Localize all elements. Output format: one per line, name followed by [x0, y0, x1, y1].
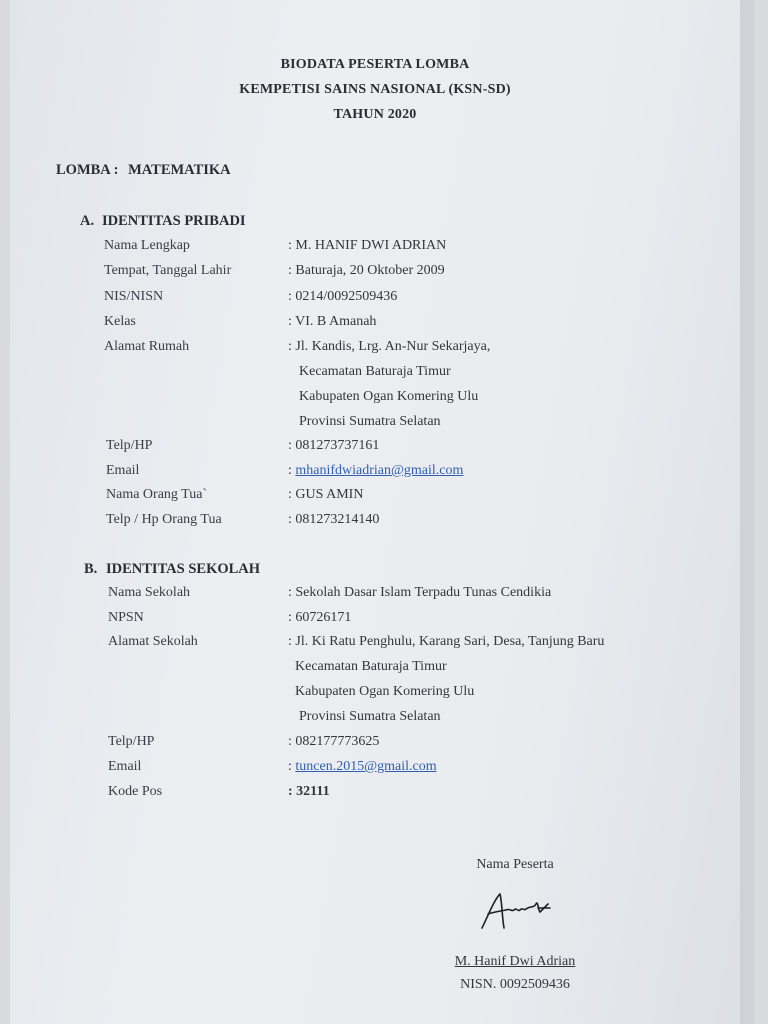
- section-b-heading: [84, 561, 260, 578]
- field-label-telp-sekolah: Telp/HP: [108, 734, 155, 749]
- field-label-orang-tua: Nama Orang Tua`: [106, 487, 208, 502]
- field-value-orang-tua: : GUS AMIN: [288, 487, 364, 502]
- field-value-alamat-rumah-line2: Kecamatan Baturaja Timur: [299, 364, 451, 379]
- email-sekolah-prefix: :: [288, 759, 296, 774]
- doc-title-line3: TAHUN 2020: [333, 107, 417, 122]
- lomba-line: [56, 162, 231, 179]
- signature-name: M. Hanif Dwi Adrian: [454, 954, 576, 969]
- field-label-nama-sekolah: Nama Sekolah: [108, 585, 191, 600]
- field-label-alamat-sekolah: Alamat Sekolah: [108, 634, 198, 649]
- paper-edge: [740, 0, 754, 1024]
- field-label-telp-orang-tua: Telp / Hp Orang Tua: [106, 512, 222, 527]
- section-a-heading: [80, 213, 246, 230]
- field-label-email-sekolah: Email: [108, 759, 142, 774]
- field-label-npsn: NPSN: [108, 610, 144, 625]
- field-label-kode-pos: Kode Pos: [108, 784, 163, 799]
- section-a-letter: A.: [80, 213, 95, 229]
- handwritten-signature: [476, 888, 566, 936]
- field-value-telp-orang-tua: : 081273214140: [288, 512, 380, 527]
- field-label-kelas: Kelas: [104, 314, 136, 329]
- field-value-alamat-rumah-line3: Kabupaten Ogan Komering Ulu: [299, 389, 479, 404]
- document-page: [10, 0, 754, 1024]
- doc-title-line1: BIODATA PESERTA LOMBA: [280, 57, 470, 72]
- field-label-alamat-rumah: Alamat Rumah: [104, 339, 190, 354]
- doc-title-line2: KEMPETISI SAINS NASIONAL (KSN-SD): [239, 82, 511, 97]
- email-prefix: :: [288, 463, 296, 478]
- lomba-label: LOMBA :: [56, 162, 119, 178]
- field-value-nama-lengkap: : M. HANIF DWI ADRIAN: [288, 238, 447, 253]
- section-b-title: IDENTITAS SEKOLAH: [106, 561, 261, 577]
- field-label-nama-lengkap: Nama Lengkap: [104, 238, 190, 253]
- field-value-alamat-sekolah-line3: Kabupaten Ogan Komering Ulu: [295, 684, 475, 699]
- field-label-nis: NIS/NISN: [104, 289, 164, 304]
- email-link[interactable]: mhanifdwiadrian@gmail.com: [295, 463, 464, 478]
- signature-nisn: NISN. 0092509436: [460, 977, 570, 992]
- field-value-telp: : 081273737161: [288, 438, 380, 453]
- field-value-ttl: : Baturaja, 20 Oktober 2009: [288, 263, 445, 278]
- field-value-alamat-sekolah-line4: Provinsi Sumatra Selatan: [299, 709, 441, 724]
- field-value-kode-pos: : 32111: [288, 784, 330, 799]
- section-b-letter: B.: [84, 561, 98, 577]
- email-sekolah-link[interactable]: tuncen.2015@gmail.com: [295, 759, 437, 774]
- signature-caption: Nama Peserta: [476, 857, 554, 872]
- field-value-alamat-rumah-line4: Provinsi Sumatra Selatan: [299, 414, 441, 429]
- field-label-email: Email: [106, 463, 140, 478]
- field-value-email: [288, 463, 463, 479]
- field-value-kelas: : VI. B Amanah: [288, 314, 377, 329]
- field-label-ttl: Tempat, Tanggal Lahir: [104, 263, 232, 278]
- field-value-alamat-rumah: : Jl. Kandis, Lrg. An-Nur Sekarjaya,: [288, 339, 491, 354]
- field-value-npsn: : 60726171: [288, 610, 352, 625]
- field-value-alamat-sekolah: : Jl. Ki Ratu Penghulu, Karang Sari, Desa, Tanjung Baru: [288, 634, 605, 649]
- lomba-value: MATEMATIKA: [128, 162, 231, 178]
- section-a-title: IDENTITAS PRIBADI: [102, 213, 246, 229]
- field-value-nis: : 0214/0092509436: [288, 289, 398, 304]
- field-value-telp-sekolah: : 082177773625: [288, 734, 380, 749]
- field-label-telp: Telp/HP: [106, 438, 153, 453]
- field-value-nama-sekolah: : Sekolah Dasar Islam Terpadu Tunas Cendikia: [288, 585, 552, 600]
- field-value-alamat-sekolah-line2: Kecamatan Baturaja Timur: [295, 659, 447, 674]
- field-value-email-sekolah: [288, 759, 437, 775]
